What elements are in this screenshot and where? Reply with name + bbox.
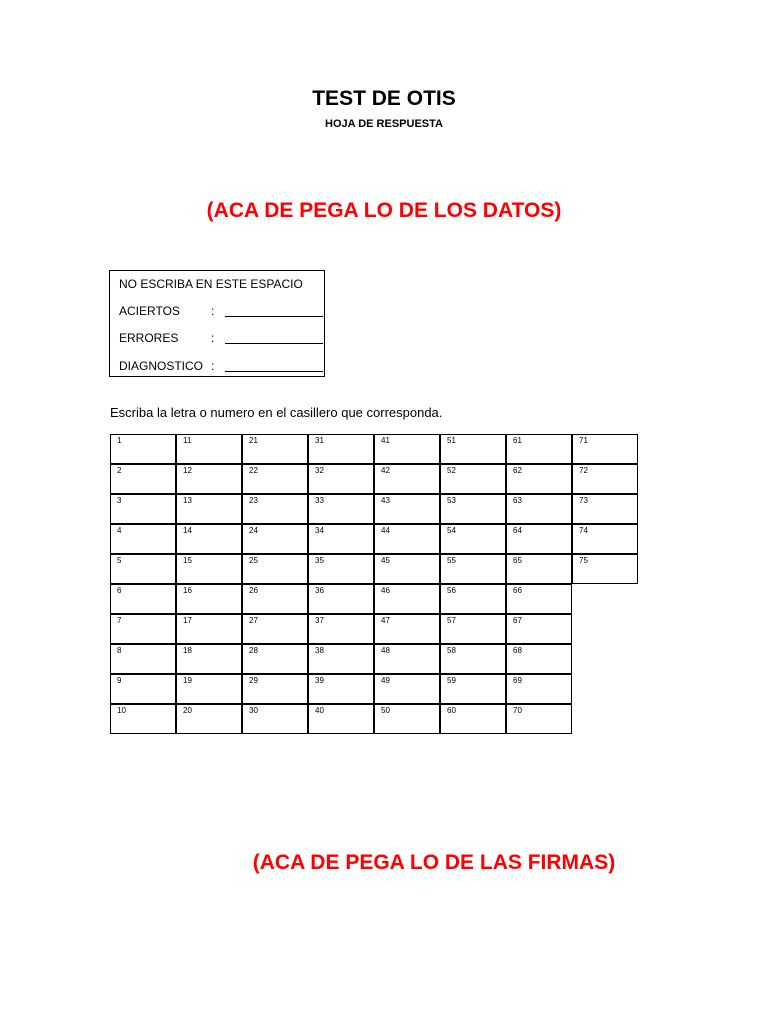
- answer-cell-number: 43: [381, 496, 390, 505]
- answer-cell[interactable]: [506, 464, 572, 494]
- answer-cell[interactable]: [506, 584, 572, 614]
- answer-cell[interactable]: [374, 644, 440, 674]
- answer-cell-number: 50: [381, 706, 390, 715]
- answer-cell[interactable]: [176, 644, 242, 674]
- answer-cell[interactable]: [374, 524, 440, 554]
- answer-cell-number: 61: [513, 436, 522, 445]
- answer-cell-number: 28: [249, 646, 258, 655]
- score-box-header: NO ESCRIBA EN ESTE ESPACIO: [119, 277, 303, 291]
- answer-cell[interactable]: [242, 524, 308, 554]
- answer-cell-number: 59: [447, 676, 456, 685]
- score-blank-line[interactable]: [225, 371, 323, 372]
- answer-cell-number: 65: [513, 556, 522, 565]
- answer-cell[interactable]: [440, 554, 506, 584]
- answer-cell[interactable]: [110, 434, 176, 464]
- answer-cell[interactable]: [506, 674, 572, 704]
- answer-cell[interactable]: [374, 464, 440, 494]
- answer-cell[interactable]: [242, 614, 308, 644]
- score-colon: :: [211, 304, 215, 318]
- answer-cell[interactable]: [308, 644, 374, 674]
- answer-cell[interactable]: [242, 704, 308, 734]
- answer-cell-number: 18: [183, 646, 192, 655]
- answer-cell-number: 9: [117, 676, 122, 685]
- answer-cell-number: 7: [117, 616, 122, 625]
- answer-cell[interactable]: [176, 704, 242, 734]
- instruction-text: Escriba la letra o numero en el casillero que corresponda.: [110, 405, 443, 420]
- answer-cell-number: 31: [315, 436, 324, 445]
- answer-cell[interactable]: [110, 524, 176, 554]
- answer-cell-number: 48: [381, 646, 390, 655]
- answer-cell-number: 16: [183, 586, 192, 595]
- answer-cell[interactable]: [308, 464, 374, 494]
- answer-cell[interactable]: [572, 494, 638, 524]
- answer-cell[interactable]: [506, 494, 572, 524]
- answer-cell[interactable]: [308, 614, 374, 644]
- answer-cell[interactable]: [440, 434, 506, 464]
- answer-cell[interactable]: [506, 614, 572, 644]
- answer-cell[interactable]: [110, 704, 176, 734]
- answer-cell-number: 4: [117, 526, 122, 535]
- page-subtitle: HOJA DE RESPUESTA: [325, 118, 443, 130]
- answer-cell-number: 30: [249, 706, 258, 715]
- answer-cell[interactable]: [440, 584, 506, 614]
- answer-cell-number: 44: [381, 526, 390, 535]
- answer-cell-number: 24: [249, 526, 258, 535]
- answer-cell-number: 55: [447, 556, 456, 565]
- answer-cell[interactable]: [572, 464, 638, 494]
- answer-cell-number: 14: [183, 526, 192, 535]
- score-label: ERRORES: [119, 331, 179, 345]
- answer-cell[interactable]: [110, 614, 176, 644]
- answer-cell[interactable]: [572, 554, 638, 584]
- answer-cell-number: 64: [513, 526, 522, 535]
- answer-cell[interactable]: [242, 584, 308, 614]
- answer-cell-number: 17: [183, 616, 192, 625]
- answer-cell-number: 22: [249, 466, 258, 475]
- answer-cell[interactable]: [110, 494, 176, 524]
- answer-cell-number: 15: [183, 556, 192, 565]
- answer-cell[interactable]: [506, 704, 572, 734]
- answer-cell-number: 49: [381, 676, 390, 685]
- answer-cell[interactable]: [176, 614, 242, 644]
- answer-cell-number: 25: [249, 556, 258, 565]
- answer-cell[interactable]: [110, 644, 176, 674]
- answer-cell[interactable]: [176, 584, 242, 614]
- answer-cell[interactable]: [374, 614, 440, 644]
- answer-cell[interactable]: [440, 614, 506, 644]
- answer-cell[interactable]: [176, 674, 242, 704]
- answer-cell[interactable]: [506, 434, 572, 464]
- answer-cell[interactable]: [374, 704, 440, 734]
- answer-cell-number: 20: [183, 706, 192, 715]
- score-label: DIAGNOSTICO: [119, 359, 204, 373]
- answer-cell-number: 75: [579, 556, 588, 565]
- answer-cell-number: 45: [381, 556, 390, 565]
- answer-cell[interactable]: [110, 554, 176, 584]
- score-blank-line[interactable]: [225, 316, 323, 317]
- answer-cell[interactable]: [308, 434, 374, 464]
- answer-cell-number: 41: [381, 436, 390, 445]
- answer-cell-number: 21: [249, 436, 258, 445]
- data-placeholder-note: (ACA DE PEGA LO DE LOS DATOS): [206, 199, 562, 222]
- answer-cell-number: 12: [183, 466, 192, 475]
- answer-cell-number: 69: [513, 676, 522, 685]
- answer-cell[interactable]: [110, 674, 176, 704]
- score-colon: :: [211, 331, 215, 345]
- answer-cell-number: 37: [315, 616, 324, 625]
- answer-cell[interactable]: [440, 494, 506, 524]
- answer-cell-number: 51: [447, 436, 456, 445]
- answer-cell-number: 72: [579, 466, 588, 475]
- answer-cell-number: 53: [447, 496, 456, 505]
- answer-cell-number: 63: [513, 496, 522, 505]
- answer-cell-number: 52: [447, 466, 456, 475]
- answer-cell-number: 8: [117, 646, 122, 655]
- answer-cell-number: 10: [117, 706, 126, 715]
- answer-cell[interactable]: [110, 584, 176, 614]
- answer-cell-number: 2: [117, 466, 122, 475]
- answer-cell[interactable]: [242, 494, 308, 524]
- answer-cell-number: 32: [315, 466, 324, 475]
- answer-cell-number: 39: [315, 676, 324, 685]
- answer-cell-number: 68: [513, 646, 522, 655]
- answer-cell[interactable]: [308, 494, 374, 524]
- answer-cell[interactable]: [242, 554, 308, 584]
- answer-cell-number: 57: [447, 616, 456, 625]
- answer-cell-number: 29: [249, 676, 258, 685]
- answer-cell-number: 38: [315, 646, 324, 655]
- answer-cell[interactable]: [176, 554, 242, 584]
- answer-cell[interactable]: [374, 494, 440, 524]
- answer-cell-number: 46: [381, 586, 390, 595]
- answer-cell[interactable]: [110, 464, 176, 494]
- answer-cell[interactable]: [308, 674, 374, 704]
- answer-cell-number: 73: [579, 496, 588, 505]
- answer-cell[interactable]: [308, 524, 374, 554]
- answer-cell-number: 42: [381, 466, 390, 475]
- answer-cell-number: 56: [447, 586, 456, 595]
- score-blank-line[interactable]: [225, 343, 323, 344]
- answer-cell[interactable]: [242, 644, 308, 674]
- answer-cell-number: 40: [315, 706, 324, 715]
- answer-cell[interactable]: [308, 554, 374, 584]
- answer-cell-number: 54: [447, 526, 456, 535]
- score-label: ACIERTOS: [119, 304, 180, 318]
- answer-cell-number: 74: [579, 526, 588, 535]
- answer-cell-number: 13: [183, 496, 192, 505]
- answer-cell-number: 67: [513, 616, 522, 625]
- answer-cell[interactable]: [506, 524, 572, 554]
- answer-cell[interactable]: [308, 704, 374, 734]
- answer-cell[interactable]: [176, 494, 242, 524]
- answer-cell[interactable]: [506, 644, 572, 674]
- answer-cell[interactable]: [242, 434, 308, 464]
- answer-cell[interactable]: [176, 524, 242, 554]
- page-title: TEST DE OTIS: [312, 87, 456, 110]
- answer-cell[interactable]: [440, 674, 506, 704]
- answer-cell-number: 26: [249, 586, 258, 595]
- answer-cell[interactable]: [374, 434, 440, 464]
- answer-cell[interactable]: [440, 644, 506, 674]
- answer-cell-number: 36: [315, 586, 324, 595]
- answer-cell-number: 1: [117, 436, 122, 445]
- answer-cell[interactable]: [440, 704, 506, 734]
- answer-cell[interactable]: [242, 674, 308, 704]
- answer-cell-number: 27: [249, 616, 258, 625]
- answer-cell-number: 47: [381, 616, 390, 625]
- answer-cell-number: 35: [315, 556, 324, 565]
- answer-cell-number: 70: [513, 706, 522, 715]
- answer-cell[interactable]: [176, 464, 242, 494]
- answer-cell[interactable]: [374, 674, 440, 704]
- answer-cell-number: 19: [183, 676, 192, 685]
- answer-cell[interactable]: [176, 434, 242, 464]
- answer-cell-number: 33: [315, 496, 324, 505]
- answer-cell[interactable]: [308, 584, 374, 614]
- answer-cell-number: 34: [315, 526, 324, 535]
- answer-cell-number: 23: [249, 496, 258, 505]
- answer-cell[interactable]: [506, 554, 572, 584]
- signatures-placeholder-note: (ACA DE PEGA LO DE LAS FIRMAS): [252, 851, 616, 874]
- answer-cell-number: 58: [447, 646, 456, 655]
- answer-cell[interactable]: [572, 524, 638, 554]
- answer-cell-number: 66: [513, 586, 522, 595]
- answer-cell-number: 62: [513, 466, 522, 475]
- answer-cell[interactable]: [440, 524, 506, 554]
- answer-cell[interactable]: [440, 464, 506, 494]
- answer-cell-number: 71: [579, 436, 588, 445]
- answer-cell[interactable]: [572, 434, 638, 464]
- answer-cell[interactable]: [374, 554, 440, 584]
- answer-cell-number: 5: [117, 556, 122, 565]
- score-colon: :: [211, 359, 215, 373]
- answer-cell[interactable]: [242, 464, 308, 494]
- answer-cell-number: 6: [117, 586, 122, 595]
- answer-cell[interactable]: [374, 584, 440, 614]
- answer-cell-number: 3: [117, 496, 122, 505]
- answer-cell-number: 11: [183, 436, 192, 445]
- score-box: [109, 270, 325, 377]
- answer-cell-number: 60: [447, 706, 456, 715]
